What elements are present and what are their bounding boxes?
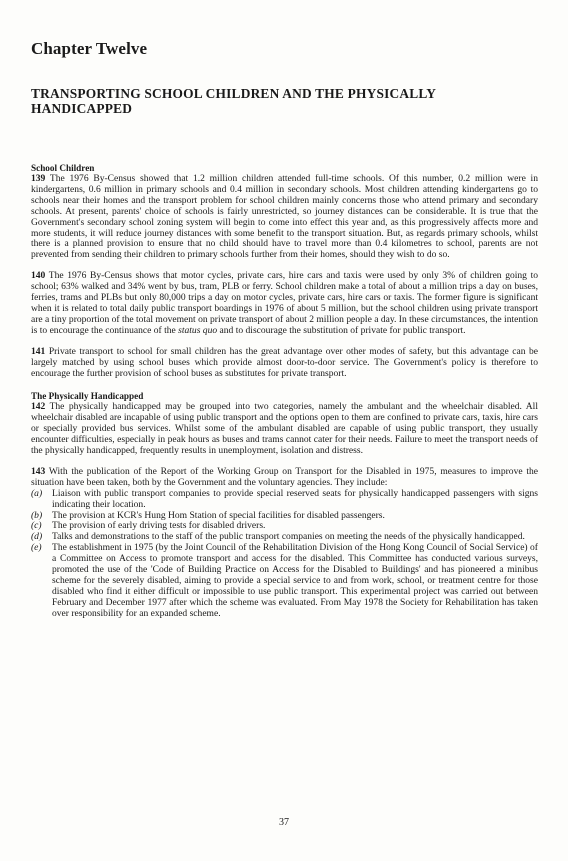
paragraph-143 (31, 467, 538, 489)
paragraph-139 (31, 174, 538, 261)
page-number: 37 (279, 817, 289, 828)
list-item-label: (e) (31, 542, 42, 554)
paragraph-text: Private transport to school for small children has the great advantage over other modes of safety, but this advantage can be largely matched by using school buses which provide almost door-to-door service. The Government's policy is therefore to encourage the further provision of school buses as substitutes for private transport. (31, 345, 538, 379)
paragraph-text: With the publication of the Report of the Working Group on Transport for the Disabled in 1975, measures to improve the situation have been taken, both by the Government and the voluntary agencies. They include: (31, 465, 538, 488)
paragraph-text: The 1976 By-Census shows that motor cycles, private cars, hire cars and taxis were used by only 3% of children going to school; 63% walked and 34% went by bus, tram, PLB or ferry. School children make a total of about a million trips a day on buses, ferries, trams and PLBs but only 80,000 trips a day on motor cycles, private cars, hire cars or taxis. The former figure is significant when it is related to total daily public transport boardings in 1976 of about 5 million, but the school children using private transport are a tiny proportion of the total movement on private transport of about 2 million people a day. In these circumstances, the intention is to encourage the continuance of the (31, 270, 539, 336)
paragraph-140 (31, 271, 538, 336)
paragraph-141 (31, 347, 538, 380)
list-item-label: (a) (31, 487, 43, 499)
paragraph-text: The physically handicapped may be grouped into two categories, namely the ambulant and the wheelchair disabled. All wheelchair disabled are incapable of using public transport and the options open to them are confined to private cars, taxis, hire cars or specially provided bus services. Whilst some of the ambulant disabled are capable of using public transport, they usually encounter difficulties, especially in peak hours as buses and trams cannot cater for their needs. Failure to meet the transport needs of the physically handicapped, frequently results in unemployment, isolation and distress. (31, 401, 538, 457)
paragraph-number: 143 (31, 465, 46, 477)
page-title: TRANSPORTING SCHOOL CHILDREN AND THE PHYSICALLY HANDICAPPED (31, 86, 436, 116)
paragraph-number: 141 (31, 345, 46, 357)
paragraph-number: 140 (31, 270, 46, 282)
paragraph-142 (31, 402, 538, 457)
list-item-text: Talks and demonstrations to the staff of the public transport companies on meeting the needs of the physically handicapped. (52, 531, 525, 543)
list-item-label: (b) (31, 509, 43, 521)
list-item-text: The establishment in 1975 (by the Joint Council of the Rehabilitation Division of the Hong Kong Council of Social Service) of a Committee on Access to promote transport and access for the disabled. This Committee has conducted various surveys, promoted the use of the 'Code of Building Practice on Access for the Disabled to Buildings' and has pioneered a minibus scheme for the severely disabled, aiming to provide a special service to and from work, school, or treatment centre for those disabled who find it either difficult or impossible to use public transport. This experimental project was carried out between February and December 1977 after which the scheme was evaluated. From May 1978 the Society for Rehabilitation has taken over responsibility for an expanded scheme. (52, 542, 538, 619)
document-body (31, 163, 538, 620)
list-item-text: The provision at KCR's Hung Hom Station of special facilities for disabled passengers. (52, 509, 385, 521)
list-item (31, 543, 538, 619)
chapter-label: Chapter Twelve (31, 39, 148, 58)
list-item-text: The provision of early driving tests for disabled drivers. (52, 520, 266, 532)
list-item-label: (d) (31, 531, 43, 543)
paragraph-text: and to discourage the substitution of private for public transport. (219, 324, 466, 336)
section-heading-physically-handicapped: The Physically Handicapped (31, 391, 144, 402)
list-item (31, 489, 538, 511)
paragraph-italic-phrase: status quo (178, 324, 218, 336)
measures-list (31, 489, 538, 620)
paragraph-number: 142 (31, 401, 46, 413)
list-item-label: (c) (31, 520, 42, 532)
section-heading-school-children: School Children (31, 163, 95, 173)
paragraph-text: The 1976 By-Census showed that 1.2 million children attended full-time schools. Of this number, 0.2 million were in kindergartens, 0.6 million in primary schools and 0.4 million in secondary schools. Most children attending kindergartens go to schools near their homes and the transport problem for school children mainly concerns those who attend primary and secondary schools. At present, parents' choice of schools is fairly unrestricted, so journey distances can be considerable. It is true that the Government's secondary school zoning system will begin to come into effect this year and, as this progressively affects more and more students, it will reduce journey distances with some benefit to the transport situation. But, as regards primary schools, whilst there is a planned provision to ensure that no child should have to travel more than 0.4 kilometres to school, parents are not prevented from sending their children to primary schools further from their homes, should they wish to do so. (31, 173, 538, 261)
list-item-text: Liaison with public transport companies to provide special reserved seats for physically handicapped passengers with signs indicating their location. (52, 487, 538, 510)
paragraph-number: 139 (31, 173, 46, 184)
